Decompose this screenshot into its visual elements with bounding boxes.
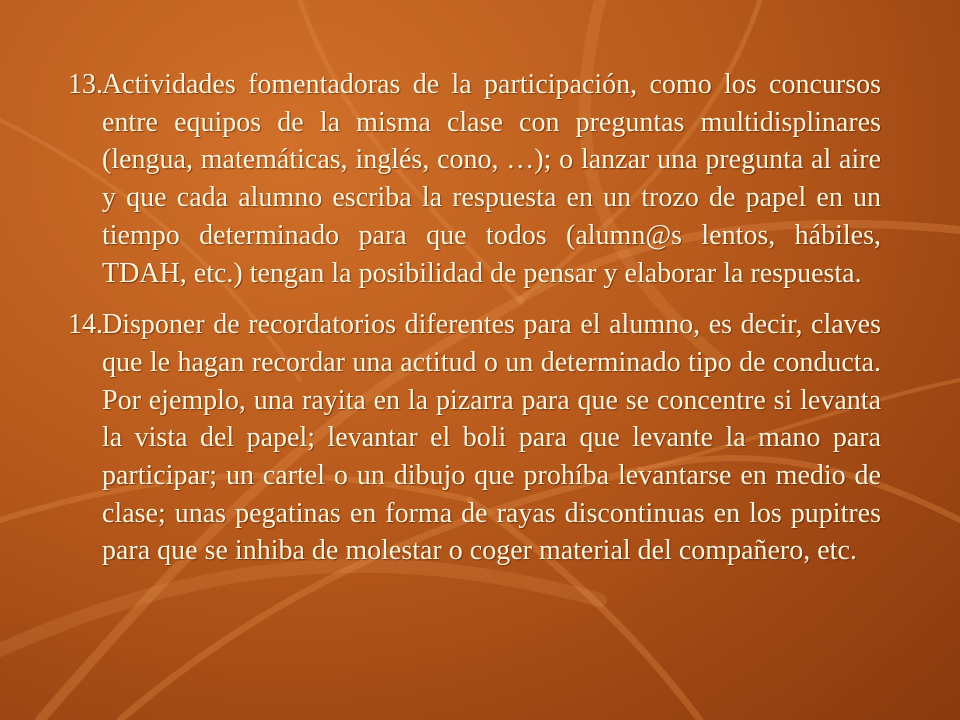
list-item-14 — [68, 306, 881, 570]
list-item-13 — [68, 66, 881, 292]
item-number: 13. — [68, 69, 103, 100]
item-text: Disponer de recordatorios diferentes para el alumno, es decir, claves que le hagan recordar una actitud o un determinado tipo de conducta. Por ejemplo, una rayita en la pizarra para que se concentre si levanta la vista del papel; levantar el boli para que levante la mano para participar; un cartel o un dibujo que prohíba levantarse en medio de clase; unas pegatinas en forma de rayas discontinuas en los pupitres para que se inhiba de molestar o coger material del compañero, etc. — [102, 309, 881, 567]
item-number: 14. — [68, 309, 103, 341]
item-text: Actividades fomentadoras de la participación, como los concursos entre equipos de la misma clase con preguntas multidisplinares (lengua, matemáticas, inglés, cono, …); o lanzar una pregunta al aire y que cada alumno escriba la respuesta en un trozo de papel en un tiempo determinado para que todos (alumn@s lentos, hábiles, TDAH, etc.) tengan la posibilidad de pensar y elaborar la respuesta. — [102, 69, 881, 289]
numbered-list — [68, 66, 881, 584]
